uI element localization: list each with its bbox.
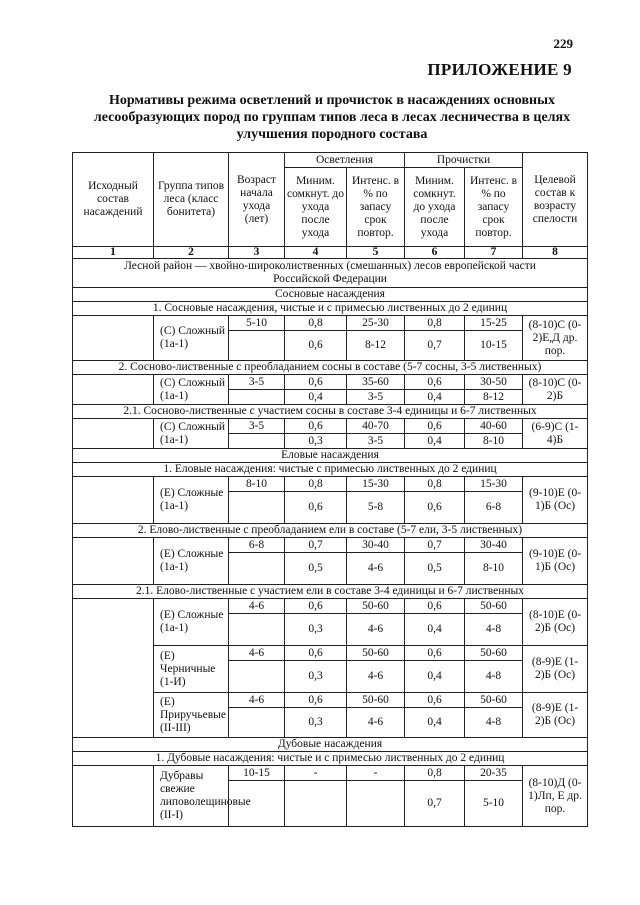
value-cell: 0,6 [285, 375, 347, 390]
value-cell: 40-60 [465, 419, 523, 434]
value-cell: 10-15 [465, 331, 523, 361]
start-age-cell: 4-6 [229, 646, 285, 661]
value-cell: 0,4 [405, 708, 465, 738]
target-composition-cell: (8-10)Д (0-1)Лп, Е др. пор. [523, 766, 588, 827]
group-row: 2.1. Елово-лиственные с участием ели в составе 3-4 единицы и 6-7 лиственных [73, 585, 588, 599]
value-cell: 0,8 [405, 316, 465, 331]
value-cell: 3-5 [347, 390, 405, 405]
value-cell: 8-10 [465, 434, 523, 449]
value-cell: 0,6 [405, 646, 465, 661]
start-age-cell: 6-8 [229, 538, 285, 553]
value-cell: 4-8 [465, 661, 523, 693]
target-composition-cell: (8-9)Е (1-2)Б (Ос) [523, 693, 588, 738]
value-cell: 0,6 [405, 492, 465, 524]
value-cell [347, 781, 405, 827]
value-cell: 0,8 [405, 766, 465, 781]
header-min-density-2: Миним. сомкнут. до ухода после ухода [405, 168, 465, 247]
value-cell: 8-12 [347, 331, 405, 361]
value-cell: 0,3 [285, 434, 347, 449]
forest-region-row: Лесной район — хвойно-широколиственных (смешанных) лесов европейской части Российской Федерации [73, 259, 588, 288]
page-number: 229 [553, 36, 573, 51]
target-composition-cell: (6-9)С (1-4)Б [523, 419, 588, 449]
value-cell: 4-8 [465, 614, 523, 646]
value-cell: 8-10 [465, 553, 523, 585]
start-age-cell [229, 434, 285, 449]
forest-type-cell: (Е) Сложные (1а-1) [154, 477, 229, 524]
header-start-age: Возраст начала ухода (лет) [229, 153, 285, 247]
value-cell: 0,6 [285, 331, 347, 361]
header-min-density-1: Миним. сомкнут. до ухода после ухода [285, 168, 347, 247]
appendix-heading: ПРИЛОЖЕНИЕ 9 [427, 60, 572, 79]
value-cell: 0,7 [285, 538, 347, 553]
value-cell: 4-8 [465, 708, 523, 738]
value-cell: 0,6 [405, 599, 465, 614]
value-cell: 0,4 [405, 614, 465, 646]
group-row: 1. Сосновые насаждения, чистые и с примесью лиственных до 2 единиц [73, 302, 588, 316]
target-composition-cell: (8-10)С (0-2)Б [523, 375, 588, 405]
col-number: 2 [154, 247, 229, 259]
initial-composition-cell [73, 375, 154, 405]
col-number: 8 [523, 247, 588, 259]
group-row: 1. Дубовые насаждения: чистые и с примесью лиственных до 2 единиц [73, 752, 588, 766]
value-cell: 0,6 [285, 693, 347, 708]
value-cell: 0,8 [285, 477, 347, 492]
value-cell: 4-6 [347, 661, 405, 693]
col-number: 7 [465, 247, 523, 259]
value-cell: 0,8 [285, 316, 347, 331]
value-cell: 15-30 [465, 477, 523, 492]
forest-type-cell: Дубравы свежие липоволещиновые (II-I) [154, 766, 229, 827]
header-target-composition: Целевой состав к возрасту спелости [523, 153, 588, 247]
initial-composition-cell [73, 766, 154, 827]
section-oak: Дубовые насаждения [73, 738, 588, 752]
start-age-cell [229, 331, 285, 361]
value-cell: 0,6 [285, 599, 347, 614]
value-cell: 0,6 [405, 693, 465, 708]
value-cell: 5-10 [465, 781, 523, 827]
start-age-cell: 3-5 [229, 419, 285, 434]
value-cell: 50-60 [347, 693, 405, 708]
target-composition-cell: (8-10)Е (0-2)Б (Ос) [523, 599, 588, 646]
target-composition-cell: (8-10)С (0-2)Е,Д др. пор. [523, 316, 588, 361]
forest-type-cell: (Е) Приручьевые (II-III) [154, 693, 229, 738]
group-row: 2. Сосново-лиственные с преобладанием сосны в составе (5-7 сосны, 3-5 лиственных) [73, 361, 588, 375]
target-composition-cell: (9-10)Е (0-1)Б (Ос) [523, 538, 588, 585]
forest-type-cell: (Е) Сложные (1а-1) [154, 538, 229, 585]
document-title: Нормативы режима осветлений и прочисток в насаждениях основных лесообразующих пород по группам типов леса в лесах лесничества в целях улучшения породного состава [93, 93, 571, 142]
forest-type-cell: (С) Сложный (1а-1) [154, 375, 229, 405]
value-cell: 50-60 [465, 599, 523, 614]
value-cell: 0,4 [405, 390, 465, 405]
value-cell: 0,6 [285, 419, 347, 434]
header-intensity-2: Интенс. в % по запасу срок повтор. [465, 168, 523, 247]
value-cell: 35-60 [347, 375, 405, 390]
value-cell: 4-6 [347, 708, 405, 738]
header-initial-composition: Исходный состав насаждений [73, 153, 154, 247]
col-number: 3 [229, 247, 285, 259]
value-cell: 15-25 [465, 316, 523, 331]
value-cell: 40-70 [347, 419, 405, 434]
forest-type-cell: (Е) Сложные (1а-1) [154, 599, 229, 646]
value-cell: 5-8 [347, 492, 405, 524]
start-age-cell [229, 553, 285, 585]
section-pine: Сосновые насаждения [73, 288, 588, 302]
initial-composition-cell [73, 477, 154, 524]
start-age-cell: 5-10 [229, 316, 285, 331]
target-composition-cell: (8-9)Е (1-2)Б (Ос) [523, 646, 588, 693]
start-age-cell: 4-6 [229, 599, 285, 614]
value-cell: 50-60 [465, 693, 523, 708]
value-cell: 4-6 [347, 553, 405, 585]
forest-type-cell: (С) Сложный (1а-1) [154, 419, 229, 449]
value-cell: 6-8 [465, 492, 523, 524]
value-cell: - [285, 766, 347, 781]
col-number: 5 [347, 247, 405, 259]
forest-type-cell: (Е) Черничные (1-И) [154, 646, 229, 693]
value-cell: 50-60 [465, 646, 523, 661]
col-number: 4 [285, 247, 347, 259]
value-cell: 0,3 [285, 661, 347, 693]
norms-table [72, 152, 588, 827]
value-cell [285, 781, 347, 827]
value-cell: 0,5 [405, 553, 465, 585]
value-cell: 15-30 [347, 477, 405, 492]
value-cell: 0,4 [405, 661, 465, 693]
start-age-cell [229, 614, 285, 646]
header-osvetleniya: Осветления [285, 153, 405, 168]
value-cell: 0,6 [405, 375, 465, 390]
value-cell: 30-40 [347, 538, 405, 553]
value-cell: 30-50 [465, 375, 523, 390]
value-cell: 50-60 [347, 646, 405, 661]
start-age-cell [229, 390, 285, 405]
start-age-cell: 8-10 [229, 477, 285, 492]
initial-composition-cell [73, 538, 154, 585]
value-cell: 20-35 [465, 766, 523, 781]
group-row: 1. Еловые насаждения: чистые с примесью лиственных до 2 единиц [73, 463, 588, 477]
start-age-cell [229, 661, 285, 693]
start-age-cell [229, 708, 285, 738]
forest-type-cell: (С) Сложный (1а-1) [154, 316, 229, 361]
value-cell: 0,6 [285, 492, 347, 524]
value-cell: - [347, 766, 405, 781]
value-cell: 0,7 [405, 781, 465, 827]
start-age-cell: 3-5 [229, 375, 285, 390]
value-cell: 0,6 [285, 646, 347, 661]
value-cell: 50-60 [347, 599, 405, 614]
value-cell: 30-40 [465, 538, 523, 553]
header-forest-type-group: Группа типов леса (класс бонитета) [154, 153, 229, 247]
start-age-cell: 4-6 [229, 693, 285, 708]
header-prochistki: Прочистки [405, 153, 523, 168]
value-cell: 0,3 [285, 614, 347, 646]
section-spruce: Еловые насаждения [73, 449, 588, 463]
value-cell: 0,8 [405, 477, 465, 492]
initial-composition-cell [73, 419, 154, 449]
header-intensity-1: Интенс. в % по запасу срок повтор. [347, 168, 405, 247]
value-cell: 25-30 [347, 316, 405, 331]
value-cell: 0,4 [405, 434, 465, 449]
value-cell: 4-6 [347, 614, 405, 646]
col-number: 1 [73, 247, 154, 259]
target-composition-cell: (9-10)Е (0-1)Б (Ос) [523, 477, 588, 524]
group-row: 2.1. Сосново-лиственные с участием сосны в составе 3-4 единицы и 6-7 лиственных [73, 405, 588, 419]
value-cell: 8-12 [465, 390, 523, 405]
initial-composition-cell [73, 316, 154, 361]
start-age-cell [229, 492, 285, 524]
initial-composition-cell [73, 599, 154, 738]
group-row: 2. Елово-лиственные с преобладанием ели в составе (5-7 ели, 3-5 лиственных) [73, 524, 588, 538]
start-age-cell: 10-15 [229, 766, 285, 781]
value-cell: 0,7 [405, 538, 465, 553]
value-cell: 0,4 [285, 390, 347, 405]
value-cell: 0,5 [285, 553, 347, 585]
value-cell: 0,6 [405, 419, 465, 434]
value-cell: 0,3 [285, 708, 347, 738]
col-number: 6 [405, 247, 465, 259]
value-cell: 3-5 [347, 434, 405, 449]
value-cell: 0,7 [405, 331, 465, 361]
